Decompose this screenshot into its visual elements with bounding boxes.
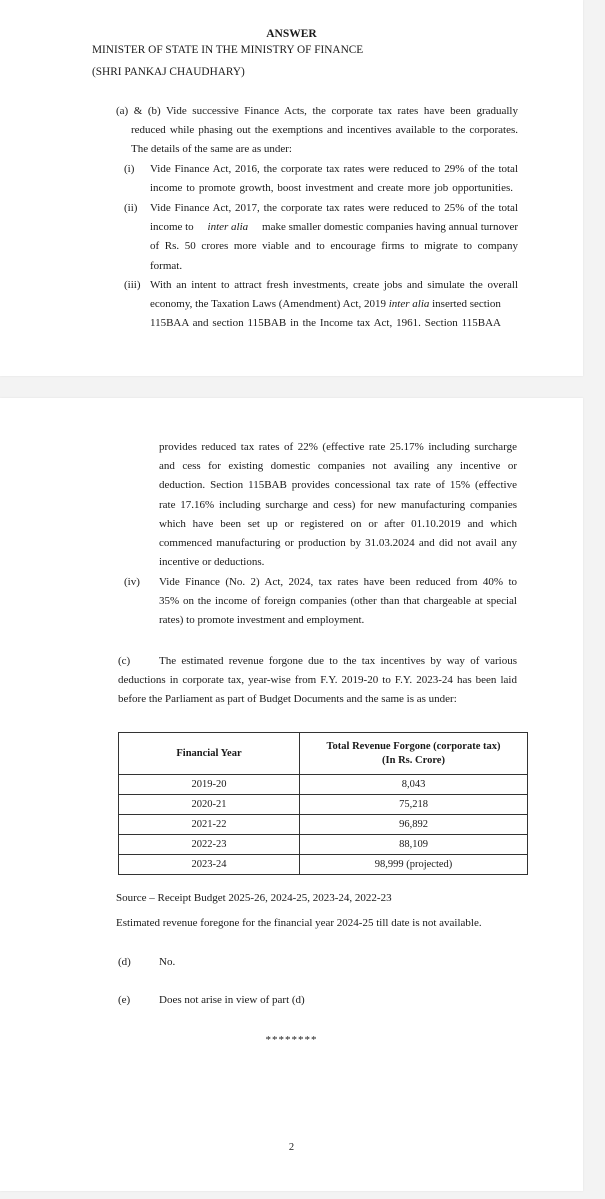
- answer-heading: ANSWER: [266, 28, 317, 40]
- cell-year: 2020-21: [119, 795, 300, 815]
- item-e-text: Does not arise in view of part (d): [159, 994, 305, 1006]
- iii-cont-line-5: which have been set up or registered on or after 01.10.2019 and which: [159, 518, 517, 530]
- item-i-label: (i): [124, 163, 135, 175]
- cell-value: 8,043: [300, 775, 528, 795]
- item-iv-line-1: Vide Finance (No. 2) Act, 2024, tax rates have been reduced from 40% to: [159, 576, 517, 588]
- item-c-line-2: deductions in corporate tax, year-wise from F.Y. 2019-20 to F.Y. 2023-24 has been laid: [118, 674, 517, 686]
- item-i-line-2: income to promote growth, boost investment and create more job opportunities.: [150, 182, 513, 194]
- item-iii-line-1: With an intent to attract fresh investments, create jobs and simulate the overall: [150, 279, 518, 291]
- item-c-label: (c): [118, 655, 131, 667]
- revenue-forgone-table: [118, 732, 528, 875]
- item-iv-line-3: rates) to promote investment and employment.: [159, 614, 365, 626]
- iii-cont-line-7: incentive or deductions.: [159, 556, 265, 568]
- document-page-2: [0, 398, 583, 1191]
- estimated-note: Estimated revenue foregone for the financial year 2024-25 till date is not available.: [116, 917, 482, 929]
- item-iii-line-2-rest: inserted section: [432, 298, 501, 310]
- item-ii-line-2-prefix: income to: [150, 221, 194, 233]
- cell-year: 2022-23: [119, 835, 300, 855]
- item-e-label: (e): [118, 994, 131, 1006]
- page-number: 2: [288, 1142, 295, 1153]
- iii-cont-line-4: rate 17.16% including surcharge and cess) for new manufacturing companies: [159, 499, 517, 511]
- cell-value: 75,218: [300, 795, 528, 815]
- item-ii-line-4: format.: [150, 260, 183, 272]
- table-row: [119, 795, 528, 815]
- item-i-line-1: Vide Finance Act, 2016, the corporate tax rates were reduced to 29% of the total: [150, 163, 518, 175]
- minister-name: (SHRI PANKAJ CHAUDHARY): [92, 66, 245, 78]
- item-iii-line-3: 115BAA and section 115BAB in the Income tax Act, 1961. Section 115BAA: [150, 317, 501, 329]
- cell-year: 2021-22: [119, 815, 300, 835]
- cell-value: 98,999 (projected): [300, 855, 528, 875]
- item-iii-label: (iii): [124, 279, 141, 291]
- item-iii-line-2: [150, 299, 518, 310]
- inter-alia-italic: inter alia: [207, 221, 249, 233]
- header-total-revenue: [300, 733, 528, 775]
- header-total-revenue-line-1: Total Revenue Forgone (corporate tax): [326, 740, 501, 752]
- cell-year: 2023-24: [119, 855, 300, 875]
- cell-value: 88,109: [300, 835, 528, 855]
- table-row: [119, 835, 528, 855]
- item-ii-line-2-rest: make smaller domestic companies having annual turnover: [262, 221, 518, 233]
- item-ii-line-2: [150, 222, 518, 233]
- item-ii-line-3: of Rs. 50 crores more viable and to encourage firms to migrate to company: [150, 240, 518, 252]
- document-page-1: [0, 0, 583, 376]
- item-iii-line-2-text: economy, the Taxation Laws (Amendment) Act, 2019: [150, 298, 386, 310]
- header-total-revenue-line-2: (In Rs. Crore): [382, 754, 445, 766]
- inter-alia-italic-2: inter alia: [388, 298, 430, 310]
- para-ab-line-3: The details of the same are as under:: [131, 143, 292, 155]
- para-ab-line-2: reduced while phasing out the exemptions and incentives available to the corporates.: [131, 124, 518, 136]
- minister-title: MINISTER OF STATE IN THE MINISTRY OF FINANCE: [92, 44, 364, 56]
- iii-cont-line-3: deduction. Section 115BAB provides concessional tax rate of 15% (effective: [159, 479, 517, 491]
- table-row: [119, 775, 528, 795]
- item-c-line-1: The estimated revenue forgone due to the tax incentives by way of various: [159, 655, 517, 667]
- item-ii-label: (ii): [124, 202, 138, 214]
- para-ab-line-1: (a) & (b) Vide successive Finance Acts, the corporate tax rates have been gradually: [116, 105, 518, 117]
- item-ii-line-1: Vide Finance Act, 2017, the corporate tax rates were reduced to 25% of the total: [150, 202, 518, 214]
- iii-cont-line-6: commenced manufacturing or production by 31.03.2024 and did not avail any: [159, 537, 517, 549]
- table-header-row: [119, 733, 528, 775]
- table-row: [119, 815, 528, 835]
- iii-cont-line-2: and cess for existing domestic companies not availing any incentive or: [159, 460, 517, 472]
- item-iv-line-2: 35% on the income of foreign companies (other than that chargeable at special: [159, 595, 517, 607]
- table-row: [119, 855, 528, 875]
- end-stars: ********: [265, 1034, 318, 1046]
- source-note: Source – Receipt Budget 2025-26, 2024-25, 2023-24, 2022-23: [116, 892, 392, 904]
- cell-value: 96,892: [300, 815, 528, 835]
- cell-year: 2019-20: [119, 775, 300, 795]
- item-d-text: No.: [159, 956, 176, 968]
- header-financial-year: Financial Year: [119, 733, 300, 775]
- iii-cont-line-1: provides reduced tax rates of 22% (effective rate 25.17% including surcharge: [159, 441, 517, 453]
- item-iv-label: (iv): [124, 576, 140, 588]
- item-c-line-3: before the Parliament as part of Budget Documents and the same is as under:: [118, 693, 457, 705]
- item-d-label: (d): [118, 956, 131, 968]
